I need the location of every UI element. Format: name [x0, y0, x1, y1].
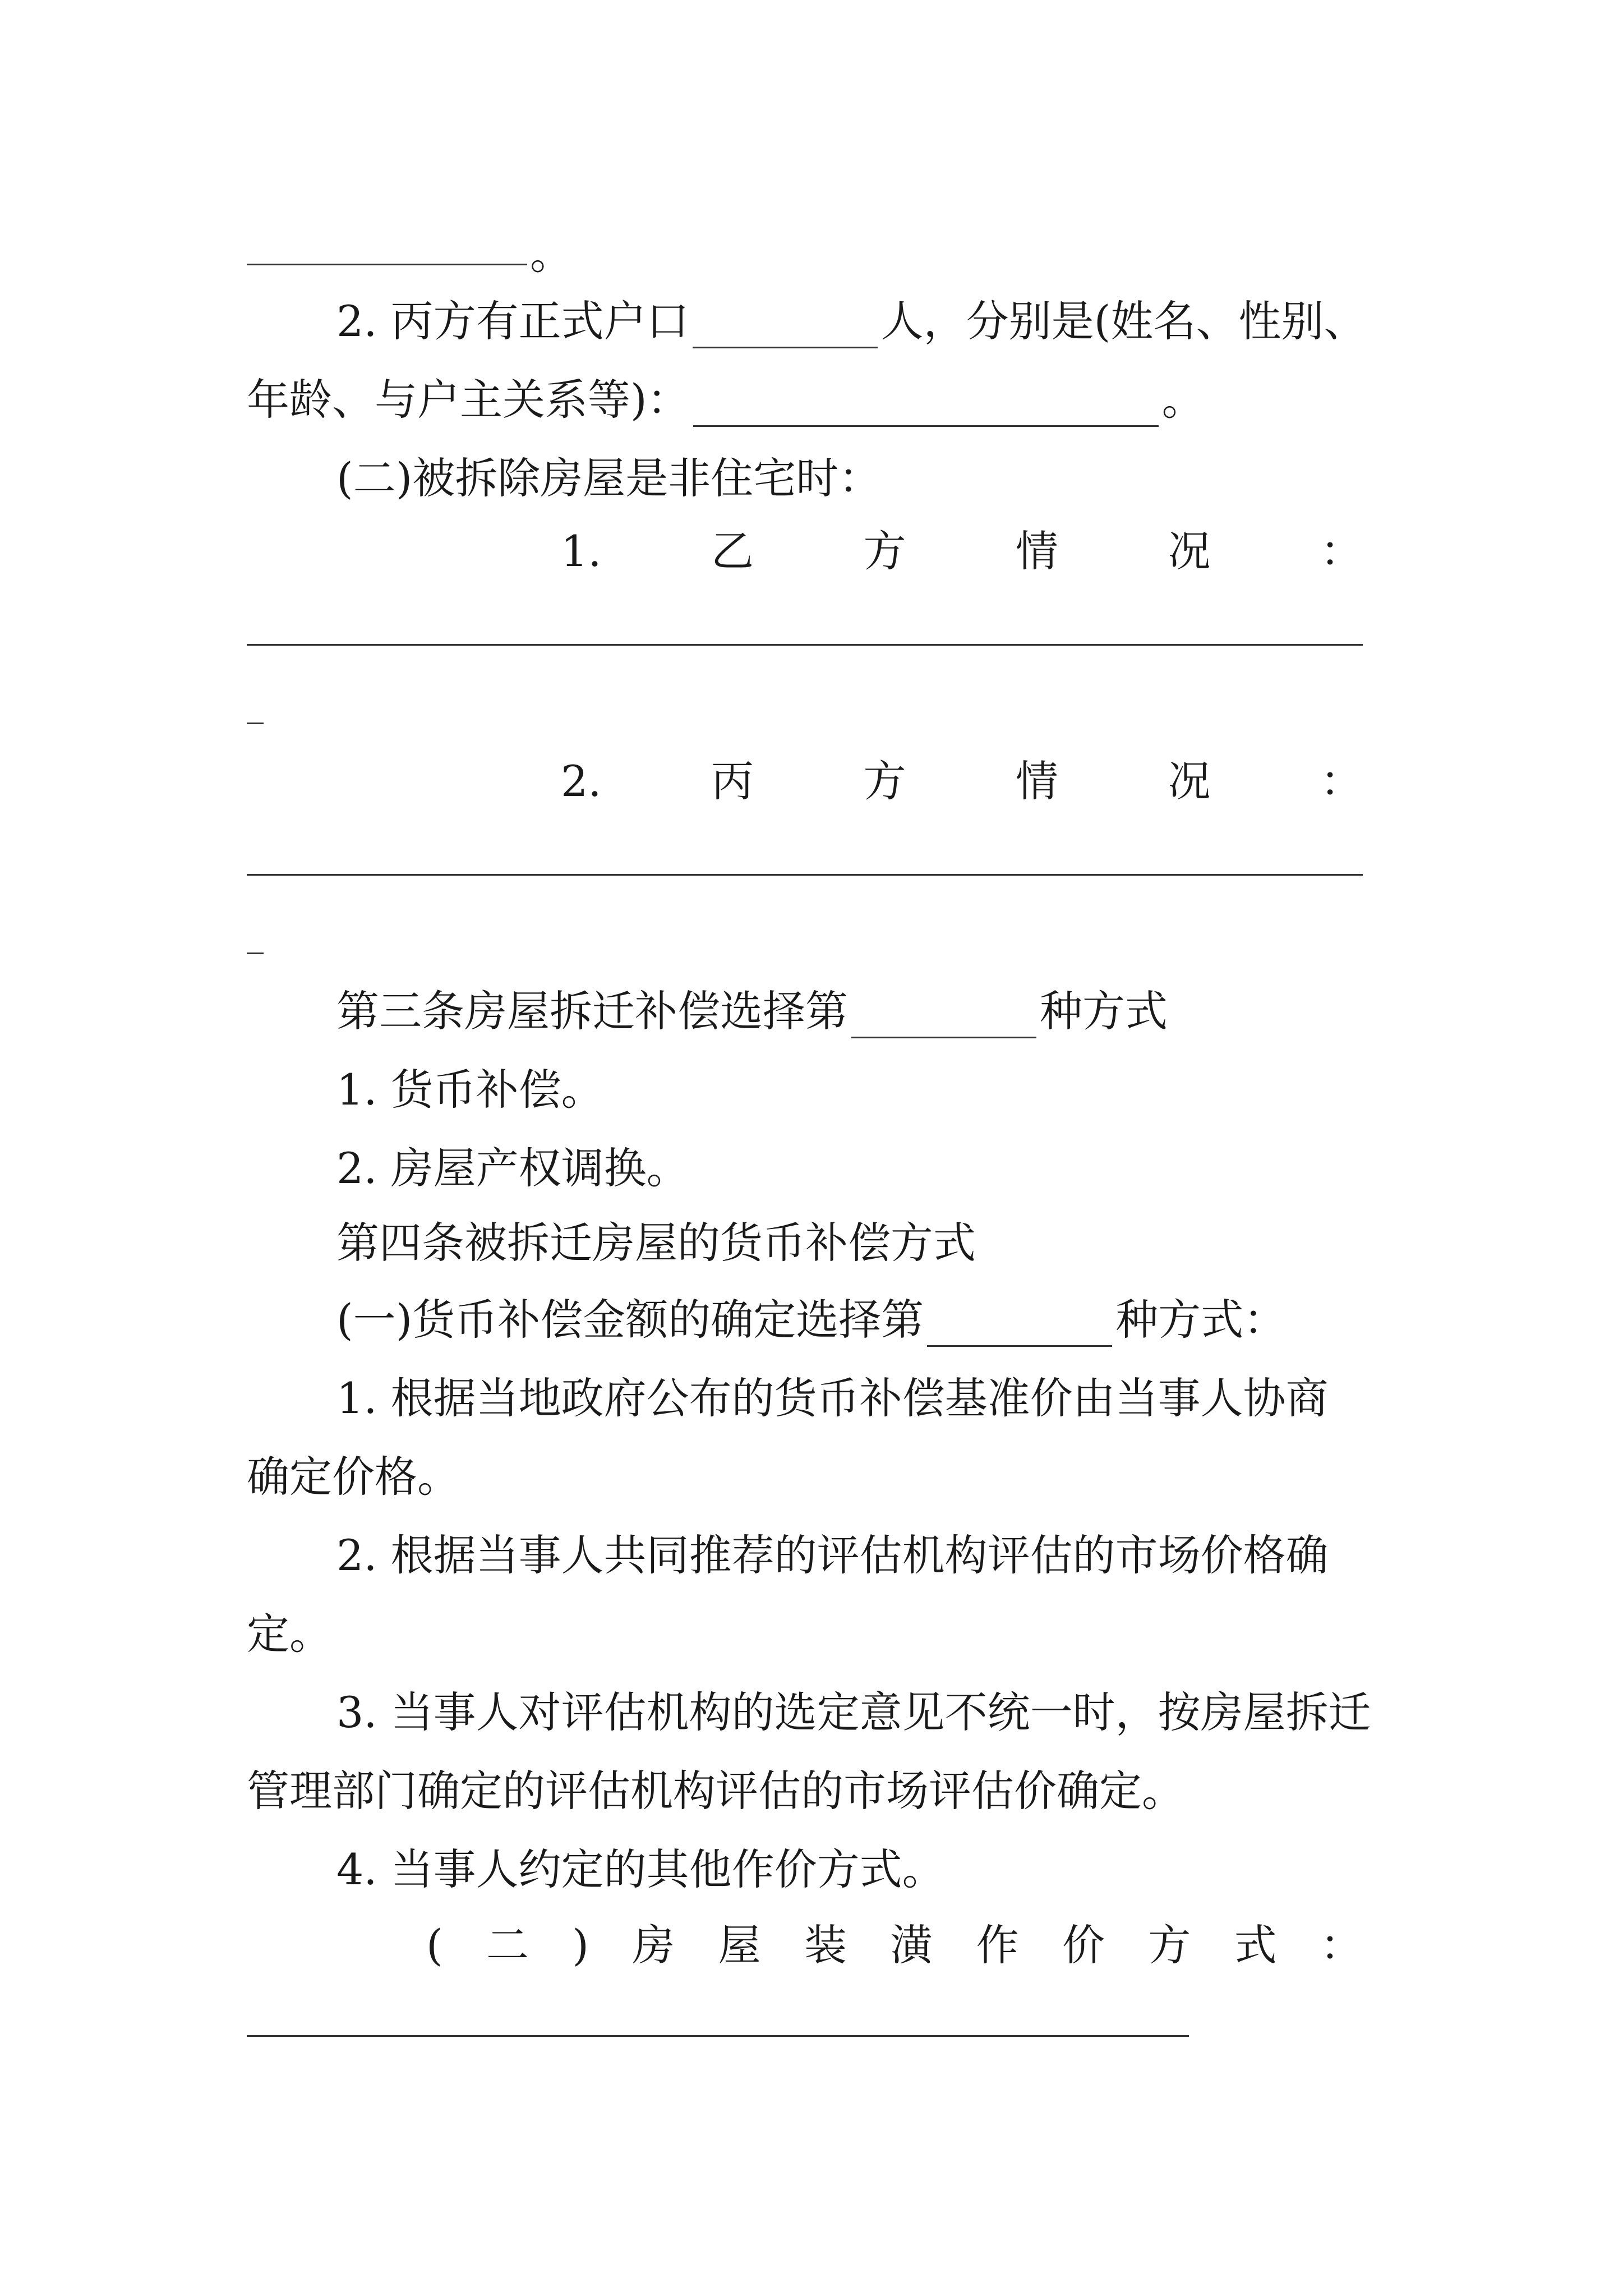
item-2-line	[336, 295, 1366, 348]
party-c-item-number: 2.	[561, 756, 602, 806]
party-c-char: 况	[1168, 756, 1211, 806]
party-b-status-label	[561, 524, 1363, 578]
method-2-line-2: 定。	[247, 1609, 332, 1659]
party-b-char: 情	[1015, 526, 1058, 576]
article-3-option-2: 2. 房屋产权调换。	[336, 1143, 689, 1193]
decoration-char: )	[572, 1920, 589, 1970]
decoration-char: (	[426, 1920, 443, 1970]
article-3-option-1: 1. 货币补偿。	[336, 1065, 604, 1115]
method-3-line-2: 管理部门确定的评估机构评估的市场评估价确定。	[247, 1766, 1184, 1816]
party-b-char: 况	[1168, 526, 1211, 576]
article-4-heading: 第四条被拆迁房屋的货币补偿方式	[336, 1218, 976, 1268]
decoration-char: 装	[804, 1920, 847, 1970]
party-c-char: 丙	[711, 756, 754, 806]
party-b-char: 方	[863, 526, 906, 576]
party-c-char: 方	[863, 756, 906, 806]
item-2-cont-line	[247, 373, 1205, 427]
method-1-line-1: 1. 根据当地政府公布的货币补偿基准价由当事人协商	[336, 1373, 1329, 1423]
item-2-prefix: 2. 丙方有正式户口	[336, 296, 689, 346]
decoration-colon: ：	[1320, 1920, 1363, 1970]
article-3-suffix: 种方式	[1040, 986, 1168, 1036]
item-2-suffix: 人，分别是(姓名、性别、	[880, 296, 1367, 346]
party-c-colon: ：	[1320, 756, 1363, 806]
party-b-colon: ：	[1320, 526, 1363, 576]
article-3-prefix: 第三条房屋拆迁补偿选择第	[336, 986, 848, 1036]
decoration-char: 作	[976, 1920, 1019, 1970]
decoration-char: 屋	[718, 1920, 761, 1970]
item-2-cont: 年龄、与户主关系等)：	[247, 375, 690, 425]
party-b-status-blank	[247, 644, 1363, 646]
compensation-choice-blank	[851, 997, 1036, 1038]
method-1-line-2: 确定价格。	[247, 1452, 460, 1502]
article-3-line	[336, 984, 1168, 1038]
decoration-char: 价	[1062, 1920, 1105, 1970]
method-4-line: 4. 当事人约定的其他作价方式。	[336, 1844, 945, 1894]
decoration-char: 方	[1148, 1920, 1191, 1970]
decoration-char: 式	[1234, 1920, 1277, 1970]
period-text: 。	[1161, 375, 1205, 425]
party-b-char: 乙	[711, 526, 754, 576]
party-c-status-label	[561, 754, 1363, 808]
party-c-char: 情	[1015, 756, 1058, 806]
decoration-char: 房	[632, 1920, 675, 1970]
nonres-heading: (二)被拆除房屋是非住宅时：	[336, 453, 882, 503]
blank-line	[247, 264, 527, 265]
party-c-status-blank-tail	[247, 953, 264, 954]
amount-method-blank	[927, 1306, 1112, 1347]
party-b-item-number: 1.	[561, 526, 602, 576]
decoration-char: 潢	[890, 1920, 933, 1970]
article-4-sub-suffix: 种方式：	[1115, 1295, 1287, 1345]
decoration-valuation-label	[426, 1918, 1363, 1972]
article-4-sub-prefix: (一)货币补偿金额的确定选择第	[336, 1295, 924, 1345]
period-text: 。	[530, 229, 573, 279]
article-4-sub-line	[336, 1293, 1286, 1347]
household-count-blank	[693, 307, 878, 348]
party-c-status-blank	[247, 874, 1363, 876]
decoration-valuation-blank	[247, 2035, 1189, 2037]
method-3-line-1: 3. 当事人对评估机构的选定意见不统一时，按房屋拆迁	[336, 1687, 1371, 1737]
party-b-status-blank-tail	[247, 723, 264, 724]
method-2-line-1: 2. 根据当事人共同推荐的评估机构评估的市场价格确	[336, 1530, 1329, 1580]
household-members-blank	[693, 386, 1159, 427]
decoration-char: 二	[486, 1920, 529, 1970]
